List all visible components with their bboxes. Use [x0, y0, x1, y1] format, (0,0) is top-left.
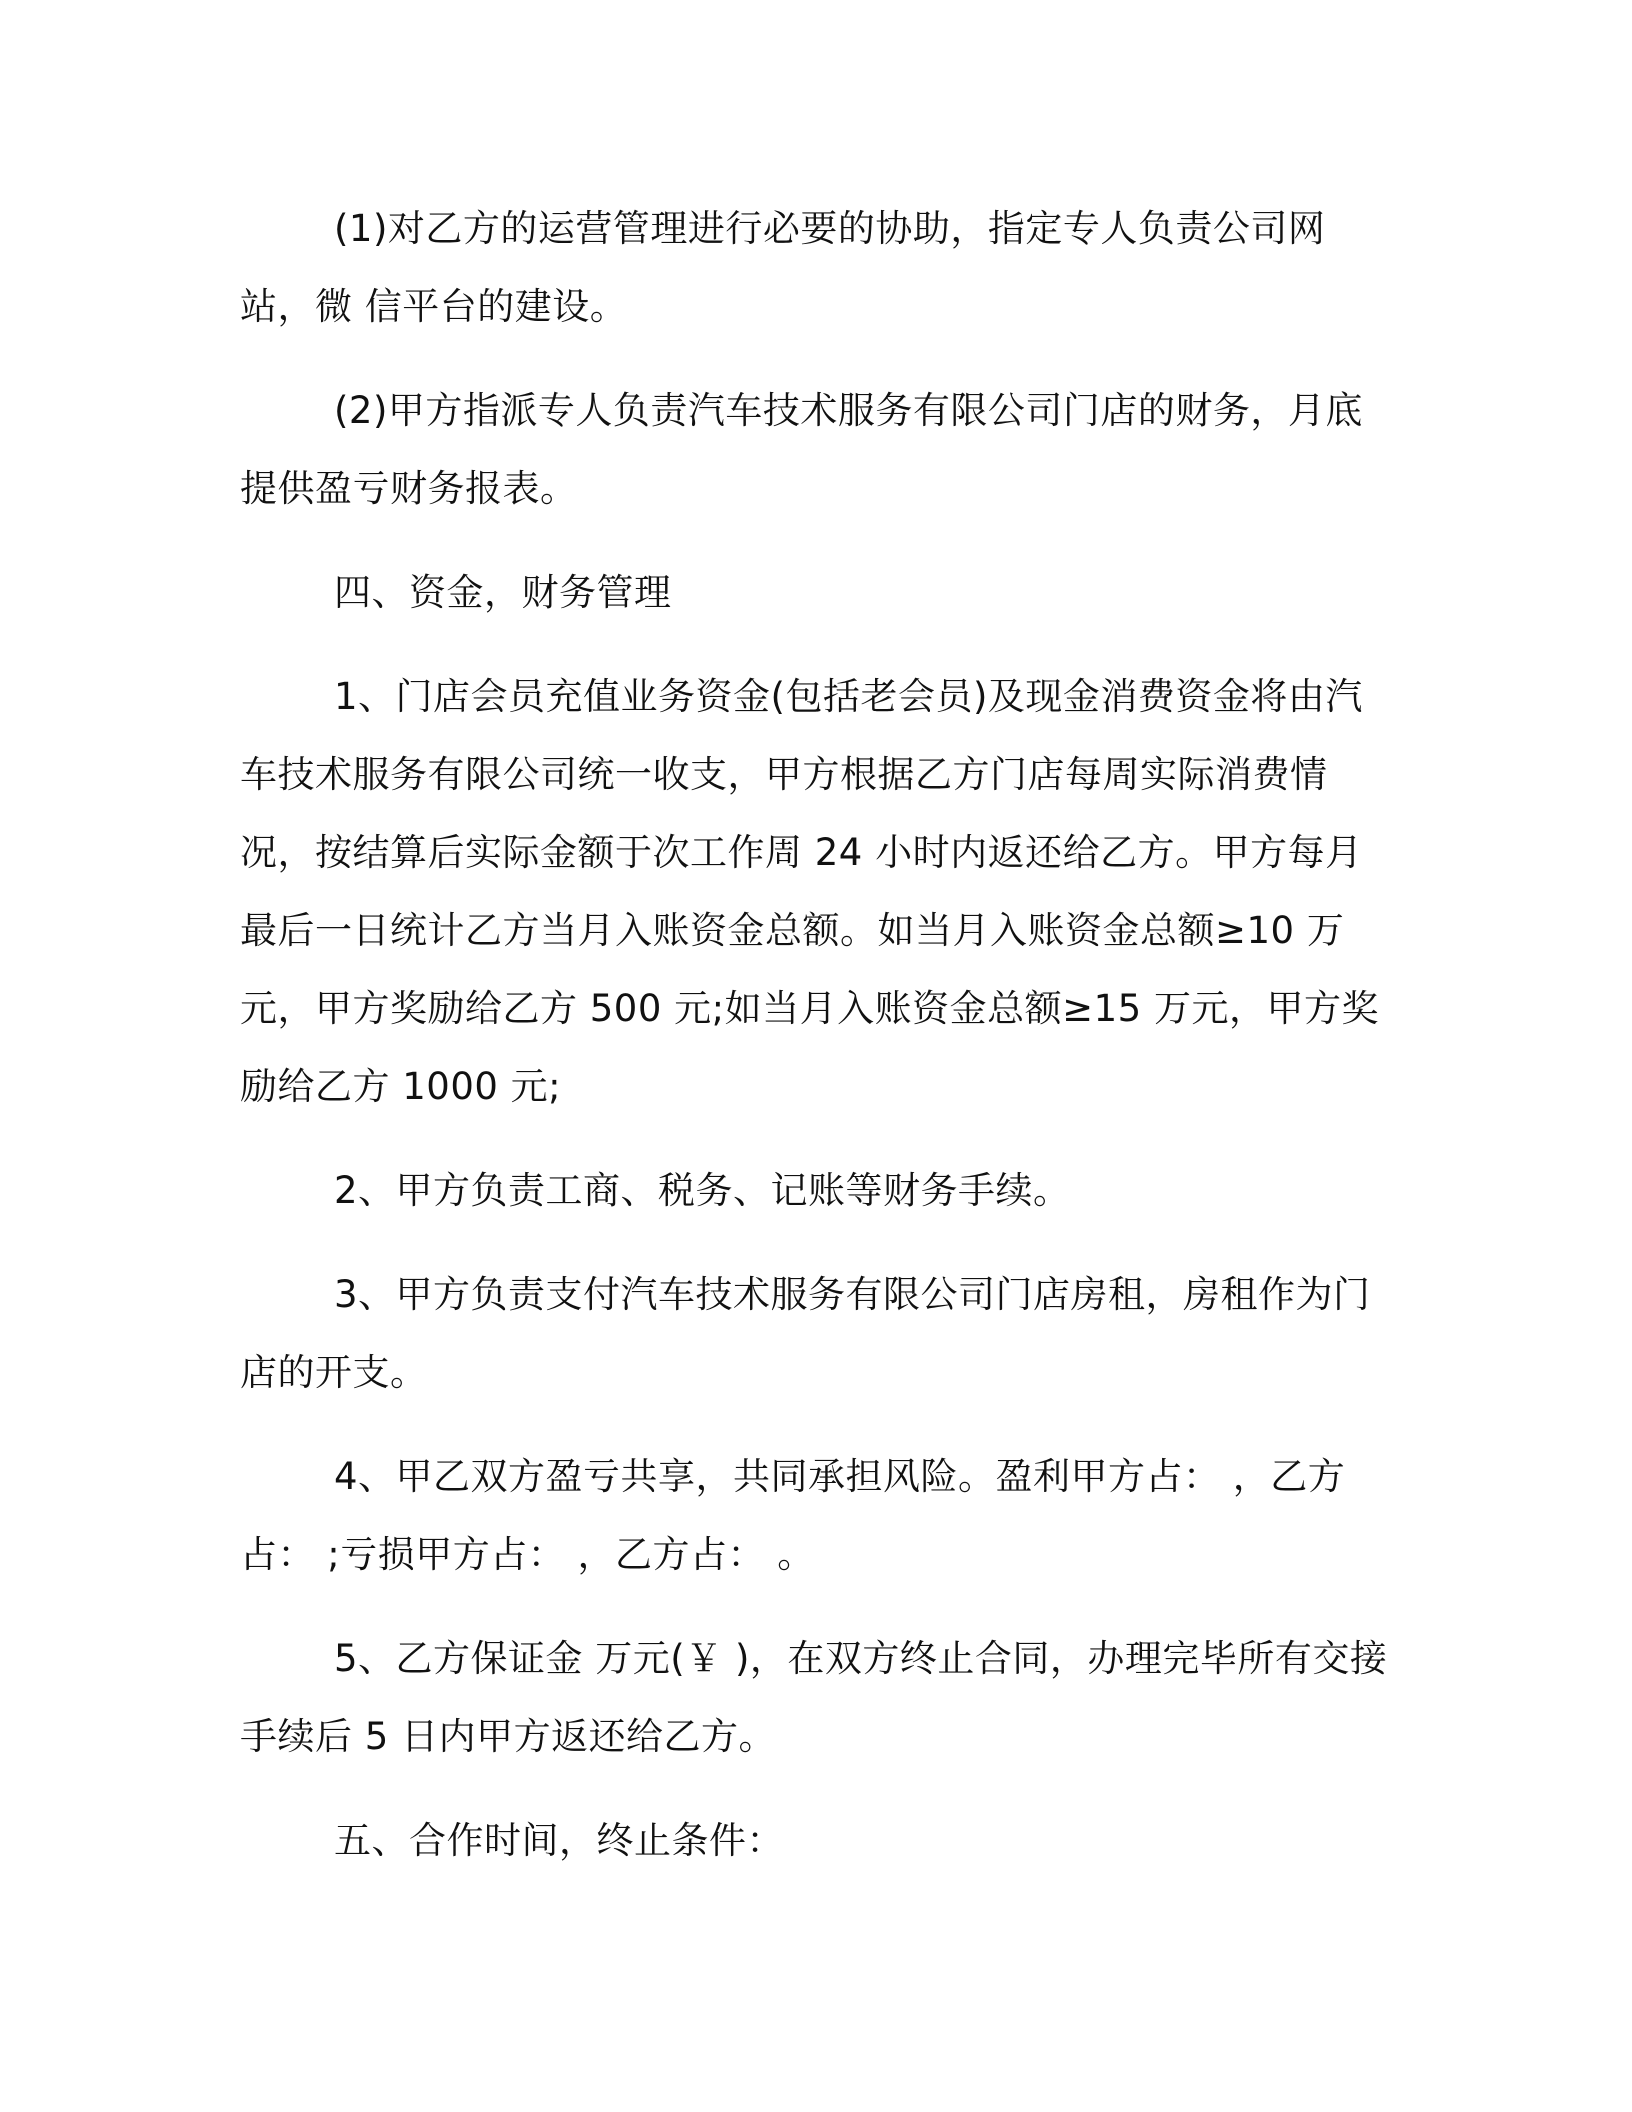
paragraph-funds-settlement: 1、门店会员充值业务资金(包括老会员)及现金消费资金将由汽车技术服务有限公司统一收支，甲方根据乙方门店每周实际消费情况，按结算后实际金额于次工作周 24 小时内返还给乙方。甲方每月最后一日统计乙方当月入账资金总额。如当月入账资金总额≥10 万元，甲方奖励给乙方 500 元;如当月入账资金总额≥15 万元，甲方奖励给乙方 1000 元; [240, 675, 1379, 1108]
paragraph-finance-reporting: (2)甲方指派专人负责汽车技术服务有限公司门店的财务，月底提供盈亏财务报表。 [240, 389, 1363, 510]
section-heading-term: 五、合作时间，终止条件： [334, 1819, 784, 1862]
paragraph-profit-sharing: 4、甲乙双方盈亏共享，共同承担风险。盈利甲方占： ，乙方占： ;亏损甲方占： ，乙方占： 。 [240, 1455, 1346, 1576]
section-heading-finance: 四、资金，财务管理 [334, 571, 672, 614]
paragraph-assist-operations: (1)对乙方的运营管理进行必要的协助，指定专人负责公司网站，微 信平台的建设。 [240, 207, 1326, 328]
paragraph-deposit: 5、乙方保证金 万元(￥ )，在双方终止合同，办理完毕所有交接手续后 5 日内甲方返还给乙方。 [240, 1637, 1388, 1758]
paragraph-rent: 3、甲方负责支付汽车技术服务有限公司门店房租，房租作为门店的开支。 [240, 1273, 1371, 1394]
paragraph-finance-procedures: 2、甲方负责工商、税务、记账等财务手续。 [334, 1169, 1071, 1212]
document-body [240, 190, 1400, 1906]
